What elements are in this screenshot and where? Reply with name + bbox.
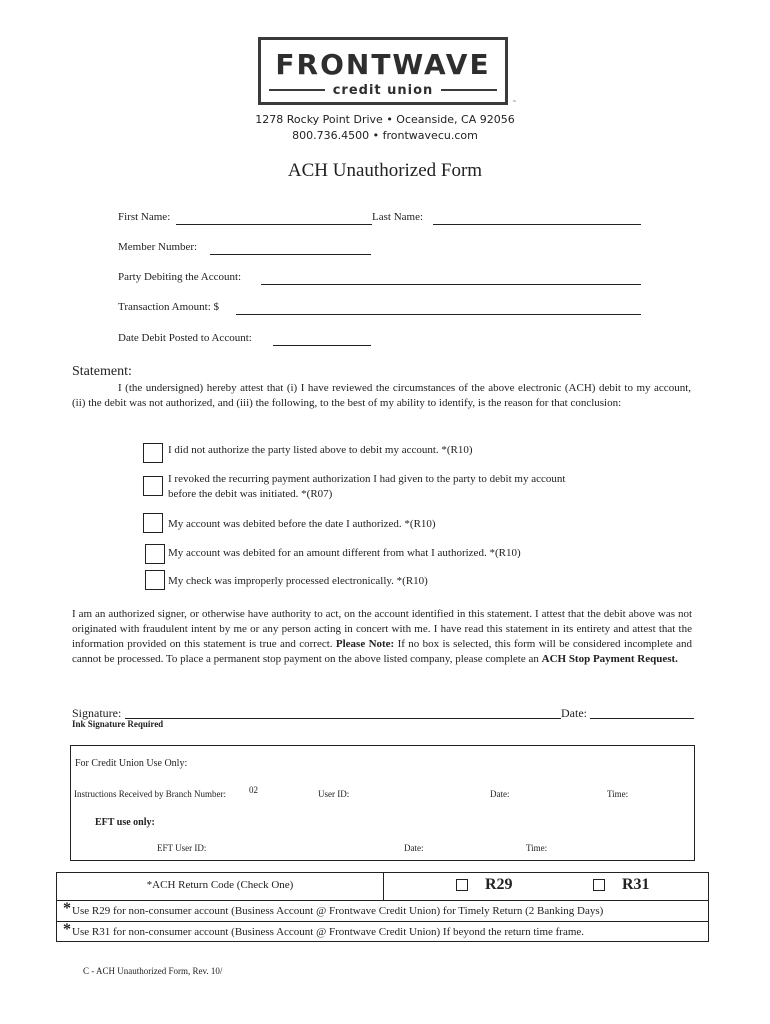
contact-line: 800.736.4500 • frontwavecu.com <box>292 129 478 142</box>
attestation-text-1: I am an authorized signer, or otherwise have authority to act, on the account identified in this statement. I attest that the debit above was not originated with fraudulent intent by me or any person acting in concert with me. I have read this statement in its entirety and attest that the information provided on this statement is true and correct. <box>72 608 692 650</box>
signature-date-field[interactable] <box>590 718 694 719</box>
table-divider <box>383 873 384 900</box>
stop-payment-link-text: ACH Stop Payment Request. <box>541 653 678 665</box>
reason-option-4: My account was debited for an amount different from what I authorized. *(R10) <box>168 547 521 559</box>
r29-checkbox[interactable] <box>456 879 468 891</box>
logo-rule-left <box>269 89 325 91</box>
branch-number-value: 02 <box>249 785 258 795</box>
date-debit-posted-field[interactable] <box>273 345 371 346</box>
form-title: ACH Unauthorized Form <box>287 160 483 181</box>
party-debiting-label: Party Debiting the Account: <box>118 271 242 283</box>
user-id-label: User ID: <box>318 789 350 799</box>
logo-wordmark: FRONTWAVE <box>275 48 491 81</box>
last-name-field[interactable] <box>433 224 641 225</box>
trademark-mark: ™ <box>512 100 517 106</box>
eft-date-label: Date: <box>404 843 424 853</box>
ink-signature-note: Ink Signature Required <box>72 719 164 729</box>
reason-checkbox-5[interactable] <box>145 570 165 590</box>
r31-asterisk: * <box>63 921 71 938</box>
reason-checkbox-2[interactable] <box>143 476 163 496</box>
reason-checkbox-4[interactable] <box>145 544 165 564</box>
reason-option-2-cont: before the debit was initiated. *(R07) <box>168 488 333 500</box>
last-name-label: Last Name: <box>372 211 424 223</box>
date-debit-posted-label: Date Debit Posted to Account: <box>118 332 252 344</box>
office-date-label: Date: <box>490 789 510 799</box>
logo <box>258 37 508 105</box>
signature-label: Signature: <box>72 706 122 720</box>
return-code-header: *ACH Return Code (Check One) <box>146 879 294 891</box>
reason-checkbox-1[interactable] <box>143 443 163 463</box>
instructions-received-label: Instructions Received by Branch Number: <box>74 789 226 799</box>
eft-time-label: Time: <box>526 843 548 853</box>
eft-use-heading: EFT use only: <box>95 817 155 828</box>
reason-checkbox-3[interactable] <box>143 513 163 533</box>
eft-user-id-label: EFT User ID: <box>157 843 207 853</box>
reason-option-1: I did not authorize the party listed above to debit my account. *(R10) <box>168 444 473 456</box>
logo-rule-right <box>441 89 497 91</box>
first-name-label: First Name: <box>118 211 171 223</box>
office-use-heading: For Credit Union Use Only: <box>75 758 188 769</box>
r31-label: R31 <box>622 876 650 893</box>
reason-option-5: My check was improperly processed electronically. *(R10) <box>168 575 428 587</box>
table-row-r31-note <box>57 921 708 938</box>
member-number-label: Member Number: <box>118 241 198 253</box>
statement-intro: I (the undersigned) hereby attest that (i) I have reviewed the circumstances of the above electronic (ACH) debit to my account, (ii) the debit was not authorized, and (iii) the following, to the best of my ability to identify, is the reason for that conclusion: <box>72 382 691 409</box>
r29-note: Use R29 for non-consumer account (Business Account @ Frontwave Credit Union) for Timely Return (2 Banking Days) <box>72 905 604 917</box>
table-row-r29-note <box>57 900 708 917</box>
r31-note: Use R31 for non-consumer account (Business Account @ Frontwave Credit Union) If beyond the return time frame. <box>72 926 585 938</box>
return-code-table <box>56 872 709 942</box>
statement-heading: Statement: <box>72 364 132 379</box>
please-note-label: Please Note: <box>335 638 395 650</box>
office-time-label: Time: <box>607 789 629 799</box>
attestation-paragraph <box>72 607 692 667</box>
reason-option-2: I revoked the recurring payment authorization I had given to the party to debit my account <box>168 473 566 485</box>
attestation-text-2: If no box is selected, this form will be considered incomplete and cannot be processed. To place a permanent stop payment on the above listed company, please complete an <box>72 638 693 665</box>
reason-option-3: My account was debited before the date I authorized. *(R10) <box>168 518 436 530</box>
transaction-amount-field[interactable] <box>236 314 641 315</box>
credit-union-use-box <box>70 745 695 861</box>
member-number-field[interactable] <box>210 254 371 255</box>
transaction-amount-label: Transaction Amount: $ <box>118 301 220 313</box>
signature-field[interactable] <box>125 718 561 719</box>
r31-checkbox[interactable] <box>593 879 605 891</box>
r29-asterisk: * <box>63 900 71 917</box>
form-revision-footer: C - ACH Unauthorized Form, Rev. 10/ <box>83 966 223 976</box>
party-debiting-field[interactable] <box>261 284 641 285</box>
logo-subtitle-row <box>269 82 497 98</box>
r29-label: R29 <box>485 876 513 893</box>
first-name-field[interactable] <box>176 224 372 225</box>
signature-date-label: Date: <box>561 706 587 720</box>
logo-subtitle: credit union <box>332 82 434 98</box>
address-line: 1278 Rocky Point Drive • Oceanside, CA 92056 <box>255 113 515 126</box>
